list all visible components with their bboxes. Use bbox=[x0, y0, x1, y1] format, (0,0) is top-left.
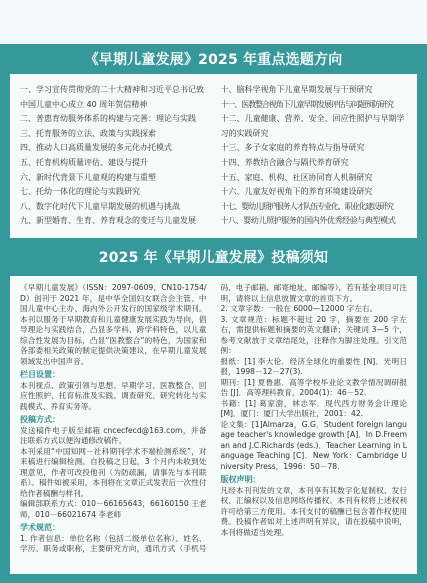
topic-item: 一、学习宣传贯彻党的二十大精神和习近平总书记致中国儿童中心成立 40 周年贺信精神 bbox=[20, 85, 204, 109]
guidelines-banner bbox=[0, 238, 427, 276]
topic-item: 十、脑科学视角下儿童早期发展与干预研究 bbox=[220, 85, 373, 94]
topic-item: 八、数字化时代下儿童早期发展的机遇与挑战 bbox=[20, 201, 180, 211]
topics-banner bbox=[0, 44, 427, 74]
topic-item: 四、推动人口高质量发展的多元化办托模式 bbox=[20, 143, 172, 153]
topic-item: 十七、婴幼儿照护服务人才队伍专业化、职业化建设研究 bbox=[220, 201, 393, 211]
topic-item: 七、托幼一体化的理论与实践研究 bbox=[20, 187, 140, 197]
topic-item: 十三、多子女家庭的养育特点与指导研究 bbox=[220, 143, 365, 153]
topic-item: 六、新时代背景下儿童观的构建与重塑 bbox=[20, 172, 156, 182]
submission-heading: 投稿方式： bbox=[20, 415, 60, 424]
submission-review-text: 本刊采用“中国知网－社科期刊学术不端检测系统”，对来稿进行编辑检测。自投稿之日起，3 个月内未收到处理意见，作者可改投他刊（为防疏漏，请事先与本刊联系）。稿件如被采用，本刊将在文章正式发表后一次性付给作者稿酬与样刊。 bbox=[20, 446, 207, 498]
topic-item: 十五、家庭、机构、社区协同育人机制研究 bbox=[220, 172, 373, 182]
columns-text: 本刊视点、政策引领与思想、早期学习、医教整合、回应性照护、托育标准及实践、调查研究、研究转化与实践模式、养育实务等。 bbox=[20, 380, 207, 411]
topic-item: 九、新型婚育、生育、养育观念的变迁与儿童发展 bbox=[20, 216, 196, 226]
topics-title: 《早期儿童发展》2025 年重点选题方向 bbox=[84, 52, 343, 68]
guidelines-title: 2025 年《早期儿童发展》投稿须知 bbox=[98, 250, 329, 266]
topics-panel bbox=[10, 74, 417, 238]
copyright-heading: 版权声明： bbox=[220, 475, 261, 484]
topic-item: 二、普惠育幼服务体系的构建与完善：理论与实践 bbox=[20, 114, 196, 124]
submission-email-text: 发送稿件电子版至邮箱 cncecfecd@163.com，并备注联系方式以便沟通修改稿件。 bbox=[20, 425, 207, 445]
top-margin bbox=[0, 0, 427, 44]
topic-item: 十二、儿童健康、营养、安全、回应性照护与早期学习的实践研究 bbox=[220, 114, 405, 138]
norm-item: 2. 文章字数：一般在 6000—12000 字左右。 bbox=[220, 304, 378, 313]
topics-list-right bbox=[221, 83, 408, 229]
copyright-text: 凡经本刊刊发的文章，本刊享有其数字化复制权、发行权、汇编权以及信息网络传播权。本刊有权将上述权利许可给第三方使用。本刊支付的稿酬已包含著作权使用费。投稿作者如对上述声明有异议，请在投稿中说明，本刊将做适当处理。 bbox=[220, 485, 407, 537]
citation-example: 论文集：[1]Almarza，G.G．Student foreign language teacher's knowledge growth [A]．In D.Freeman and J.C.Richards (eds.)．Teacher Learning in Language Teaching [C]．New York：Cambridge University Press，1996：50－78. bbox=[220, 419, 407, 471]
topic-item: 十一、医教整合视角下儿童早期发展评估与问题预防研究 bbox=[220, 99, 393, 109]
topics-list-left bbox=[20, 83, 207, 229]
topic-item: 十六、儿童友好视角下的养育环境建设研究 bbox=[220, 187, 373, 197]
topic-item: 五、托育机构质量评估、建设与提升 bbox=[20, 157, 148, 167]
citation-example: 期刊：[1] 夏鲁惠．高等学校毕业论文教学情况调研报告 [J]．高等理科教育，2004(1)：46－52. bbox=[220, 377, 407, 397]
citation-example: 书籍：[1] 葛家澍，林志军．现代西方财务会计理论 [M]．厦门：厦门大学出版社，2001：42. bbox=[220, 398, 407, 418]
columns-heading: 栏目设置： bbox=[20, 370, 60, 379]
guidelines-panel bbox=[10, 276, 417, 574]
norms-heading: 学术规范： bbox=[20, 523, 60, 532]
bottom-strip bbox=[0, 574, 427, 583]
norm-item: 3. 文章规范：标题不超过 20 字，摘要在 200 字左右，需提供标题和摘要的英文翻译；关键词 3—5 个，参考文献放于文章结尾处，注释作为脚注处理。引文范例： bbox=[220, 314, 407, 355]
norm-item: 1. 作者信息：单位名称（包括二级单位名称）、姓名、学历、职务或职称，主要研究方向，通讯方式（手机号码、电子邮箱、邮寄地址、邮编等），若有基金项目可注明，请将以上信息放置文章的首页下方。 bbox=[20, 283, 407, 553]
editorial-contact: 编辑部联系方式：010－66165643，66160150 王老师，010－66021674 李老师 bbox=[20, 499, 207, 519]
topic-item: 三、托育服务的立法、政策与实践探索 bbox=[20, 128, 156, 138]
journal-intro: 《早期儿童发展》（ISSN：2097-0609，CN10-1754/D）创刊于 2021 年，是中华全国妇女联合会主管、中国儿童中心主办、海内外公开发行的国家级学术期刊。本刊以服务于早期教育和儿童健康发展实践为导向，倡导理论与实践结合，凸显多学科、跨学科特色，以儿童综合性发展为目标，凸显“医教整合”的特色，为国家和各部委相关政策的制定提供决策建议，在早期儿童发展领域发出中国声音。 bbox=[20, 283, 207, 366]
topic-item: 十四、养教结合融合与隔代养育研究 bbox=[220, 157, 349, 167]
topic-item: 十八、婴幼儿照护服务的国内外优秀经验与典型模式 bbox=[220, 216, 396, 226]
citation-example: 报纸：[1] 李大伦．经济全球化的重要性 [N]．光明日报，1998－12－27(3). bbox=[220, 356, 407, 376]
